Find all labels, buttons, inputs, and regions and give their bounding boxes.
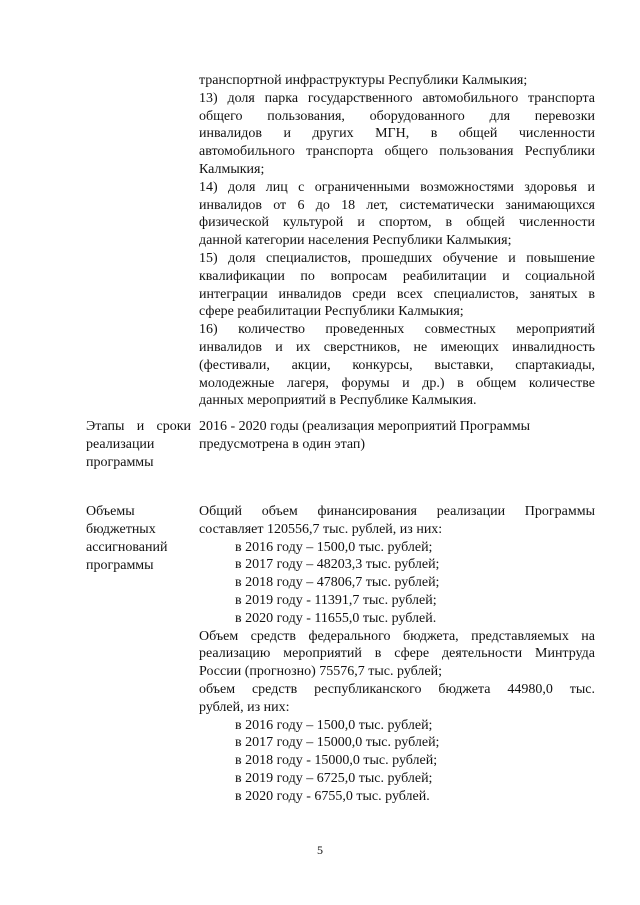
- stages-text: [199, 418, 595, 454]
- text-line: 15) доля специалистов, прошедших обучение и повышение: [199, 250, 595, 266]
- text-line: 14) доля лиц с ограниченными возможностями здоровья и: [199, 179, 595, 195]
- text-line: рублей, из них:: [199, 699, 290, 715]
- year-line: в 2016 году – 1500,0 тыс. рублей;: [235, 539, 433, 555]
- label-line: ассигнований: [86, 540, 168, 555]
- text-line: объем средств республиканского бюджета 44980,0 тыс.: [199, 681, 595, 697]
- text-line: инвалидов и других МГН, в общей численности: [199, 126, 595, 142]
- year-line: в 2017 году – 15000,0 тыс. рублей;: [235, 735, 440, 751]
- text-line: квалификации по вопросам реабилитации и социальной: [199, 268, 595, 284]
- year-line: в 2019 году – 6725,0 тыс. рублей;: [235, 770, 433, 786]
- text-line: интеграции инвалидов среди всех специалистов, занятых в: [199, 286, 595, 302]
- budget-text: [199, 503, 595, 806]
- text-line: Калмыкия;: [199, 161, 265, 177]
- text-line: данных мероприятий в Республике Калмыкия.: [199, 393, 477, 409]
- text-line: 16) количество проведенных совместных мероприятий: [199, 322, 595, 338]
- label-line: бюджетных: [86, 522, 156, 537]
- text-line: общего пользования, оборудованного для перевозки: [199, 108, 595, 124]
- label-line: программы: [86, 558, 154, 573]
- text-line: России (прогнозно) 75576,7 тыс. рублей;: [199, 664, 442, 680]
- text-line: (фестивали, акции, конкурсы, выставки, спартакиады,: [199, 357, 595, 373]
- stages-label: [86, 418, 196, 472]
- label-line: программы: [86, 455, 154, 470]
- text-line: 13) доля парка государственного автомобильного транспорта: [199, 90, 595, 106]
- text-line: предусмотрена в один этап): [199, 436, 366, 452]
- year-line: в 2020 году - 11655,0 тыс. рублей.: [235, 610, 437, 626]
- label-line: реализации: [86, 437, 155, 452]
- year-line: в 2018 году - 15000,0 тыс. рублей;: [235, 753, 438, 769]
- text-line: физической культурой и спортом, в общей численности: [199, 215, 595, 231]
- text-line: реализацию мероприятий в сфере деятельности Минтруда: [199, 646, 595, 662]
- label-line: Этапы и сроки: [86, 419, 191, 434]
- text-line: сфере реабилитации Республики Калмыкия;: [199, 304, 464, 320]
- text-line: Объем средств федерального бюджета, представляемых на: [199, 628, 595, 644]
- year-line: в 2019 году - 11391,7 тыс. рублей;: [235, 592, 437, 608]
- text-line: составляет 120556,7 тыс. рублей, из них:: [199, 521, 443, 537]
- text-line: молодежные лагеря, форумы и др.) в общем количестве: [199, 375, 595, 391]
- text-line: автомобильного транспорта общего пользования Республики: [199, 144, 595, 160]
- text-line: данной категории населения Республики Калмыкия;: [199, 233, 512, 249]
- page-number: 5: [317, 843, 323, 857]
- text-line: транспортной инфраструктуры Республики Калмыкия;: [199, 73, 528, 88]
- text-line: Общий объем финансирования реализации Программы: [199, 504, 595, 519]
- year-line: в 2018 году – 47806,7 тыс. рублей;: [235, 575, 440, 591]
- text-line: инвалидов от 6 до 18 лет, систематически занимающихся: [199, 197, 595, 213]
- text-line: 2016 - 2020 годы (реализация мероприятий Программы: [199, 419, 531, 434]
- text-line: инвалидов и их сверстников, не имеющих инвалидность: [199, 339, 595, 355]
- year-line: в 2016 году – 1500,0 тыс. рублей;: [235, 717, 433, 733]
- budget-label: [86, 503, 196, 575]
- year-line: в 2017 году – 48203,3 тыс. рублей;: [235, 557, 440, 573]
- year-line: в 2020 году - 6755,0 тыс. рублей.: [235, 788, 430, 804]
- label-line: Объемы: [86, 504, 135, 519]
- indicators-list: [199, 72, 595, 410]
